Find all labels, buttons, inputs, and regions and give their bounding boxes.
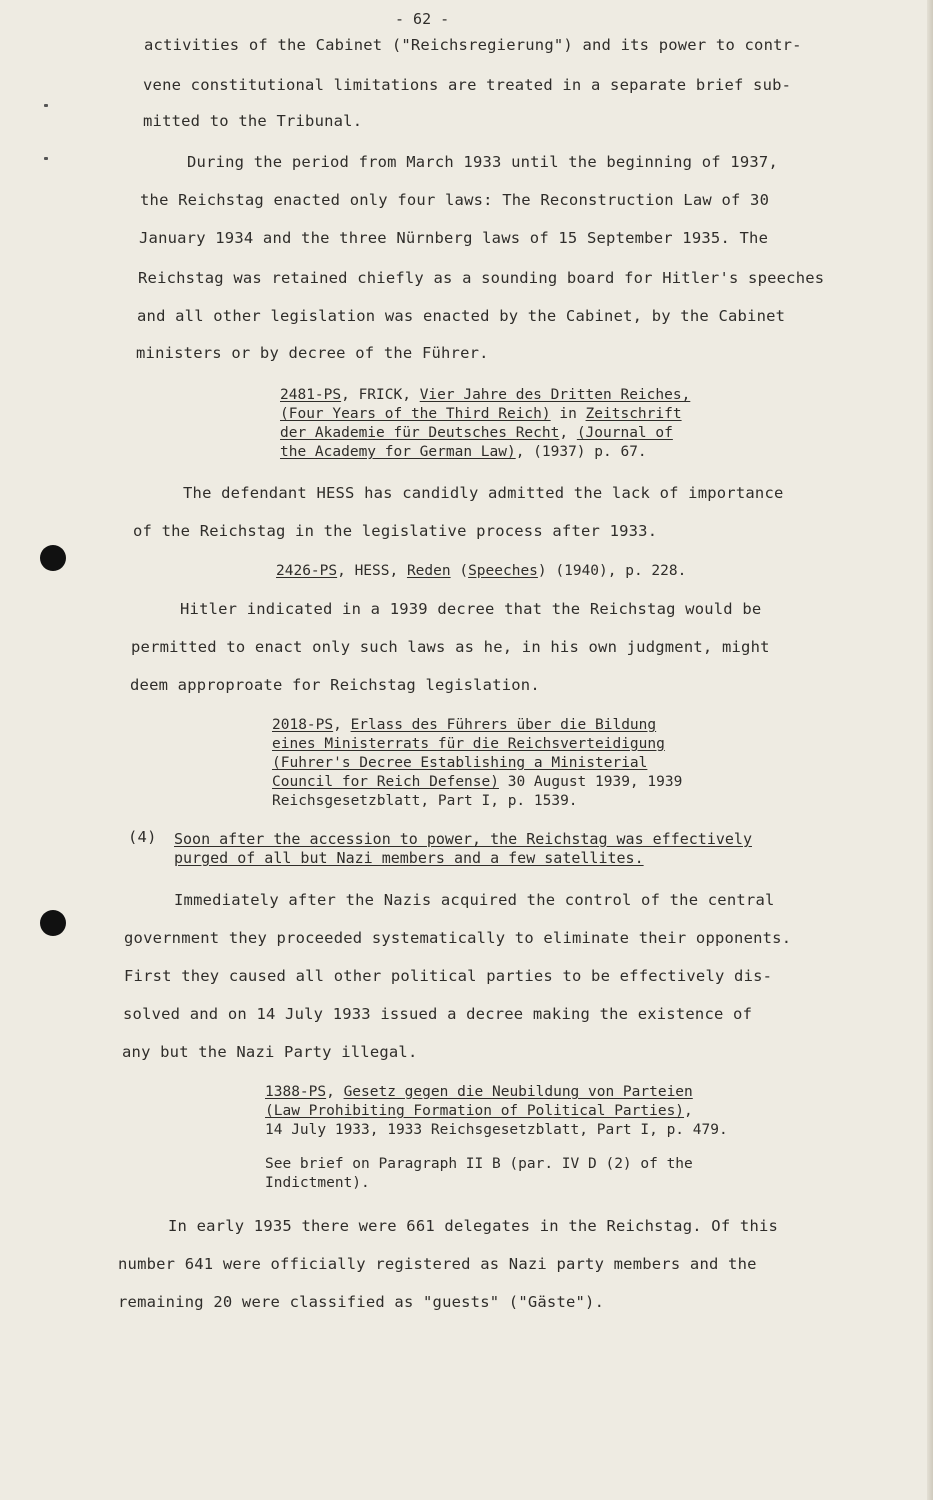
citation-2426-ps (276, 562, 686, 581)
section-heading (174, 830, 752, 868)
citation-text: , (333, 717, 351, 733)
citation-translation: (Fuhrer's Decree Establishing a Ministerial (272, 755, 648, 771)
citation-text: 14 July 1933, 1933 Reichsgesetzblatt, Part I, p. 479. (265, 1122, 728, 1138)
text-line: Immediately after the Nazis acquired the control of the central (174, 891, 775, 909)
citation-translation: (Four Years of the Third Reich) (280, 406, 551, 422)
citation-text: , HESS, (337, 563, 407, 579)
citation-text: , FRICK, (341, 387, 420, 403)
citation-translation: (Journal of (576, 425, 673, 441)
citation-ref: 1388-PS (265, 1084, 327, 1100)
citation-ref: 2426-PS (276, 563, 338, 579)
text-line: Hitler indicated in a 1939 decree that the Reichstag would be (180, 600, 762, 618)
citation-translation: Speeches (468, 563, 538, 579)
text-line: and all other legislation was enacted by the Cabinet, by the Cabinet (137, 307, 786, 325)
citation-text: in (550, 406, 586, 422)
page-number: - 62 - (395, 10, 450, 28)
citation-text: , (559, 425, 577, 441)
text-line: solved and on 14 July 1933 issued a decree making the existence of (123, 1005, 753, 1023)
text-line: Reichstag was retained chiefly as a sounding board for Hitler's speeches (138, 269, 825, 287)
margin-mark (44, 157, 48, 160)
citation-title: Gesetz gegen die Neubildung von Parteien (343, 1084, 693, 1100)
citation-text: Reichsgesetzblatt, Part I, p. 1539. (272, 793, 578, 809)
see-brief-note: Indictment). (265, 1175, 370, 1191)
citation-translation: Council for Reich Defense) (272, 774, 499, 790)
citation-ref: 2481-PS (280, 387, 342, 403)
text-line: During the period from March 1933 until the beginning of 1937, (187, 153, 778, 171)
citation-title: Zeitschrift (585, 406, 682, 422)
citation-2481-ps (280, 386, 690, 462)
text-line: permitted to enact only such laws as he, in his own judgment, might (131, 638, 770, 656)
text-line: government they proceeded systematically to eliminate their opponents. (124, 929, 792, 947)
text-line: mitted to the Tribunal. (143, 112, 363, 130)
punch-hole (40, 545, 66, 571)
citation-text: ) (1940), p. 228. (537, 563, 687, 579)
text-line: of the Reichstag in the legislative process after 1933. (133, 522, 658, 540)
margin-mark (44, 104, 48, 107)
heading-line: Soon after the accession to power, the Reichstag was effectively (174, 830, 752, 848)
text-line: The defendant HESS has candidly admitted the lack of importance (183, 484, 784, 502)
section-number: (4) (128, 828, 157, 846)
text-line: the Reichstag enacted only four laws: The Reconstruction Law of 30 (140, 191, 770, 209)
citation-text: , (1937) p. 67. (515, 444, 647, 460)
citation-2018-ps (272, 716, 682, 811)
punch-hole (40, 910, 66, 936)
citation-title: Reden (406, 563, 451, 579)
text-line: In early 1935 there were 661 delegates in the Reichstag. Of this (168, 1217, 779, 1235)
citation-text: , (684, 1103, 693, 1119)
text-line: vene constitutional limitations are treated in a separate brief sub- (143, 76, 792, 94)
text-line: any but the Nazi Party illegal. (122, 1043, 418, 1061)
citation-title: eines Ministerrats für die Reichsverteidigung (272, 736, 665, 752)
citation-text: , (326, 1084, 344, 1100)
citation-text: ( (450, 563, 469, 579)
citation-translation: (Law Prohibiting Formation of Political Parties) (265, 1103, 685, 1119)
text-line: January 1934 and the three Nürnberg laws of 15 September 1935. The (139, 229, 769, 247)
citation-title: der Akademie für Deutsches Recht (280, 425, 560, 441)
citation-title: Vier Jahre des Dritten Reiches, (419, 387, 691, 403)
heading-line: purged of all but Nazi members and a few satellites. (174, 849, 644, 867)
citation-1388-ps (265, 1083, 728, 1193)
see-brief-note: See brief on Paragraph II B (par. IV D (2) of the (265, 1156, 693, 1172)
text-line: ministers or by decree of the Führer. (136, 344, 489, 362)
text-line: activities of the Cabinet ("Reichsregierung") and its power to contr- (144, 36, 802, 54)
text-line: First they caused all other political parties to be effectively dis- (124, 967, 773, 985)
citation-translation: the Academy for German Law) (280, 444, 516, 460)
text-line: number 641 were officially registered as Nazi party members and the (118, 1255, 757, 1273)
text-line: deem approproate for Reichstag legislation. (130, 676, 540, 694)
citation-title: Erlass des Führers über die Bildung (350, 717, 657, 733)
page-edge (927, 0, 933, 1500)
citation-text: 30 August 1939, 1939 (498, 774, 683, 790)
text-line: remaining 20 were classified as "guests" ("Gäste"). (118, 1293, 605, 1311)
citation-ref: 2018-PS (272, 717, 334, 733)
